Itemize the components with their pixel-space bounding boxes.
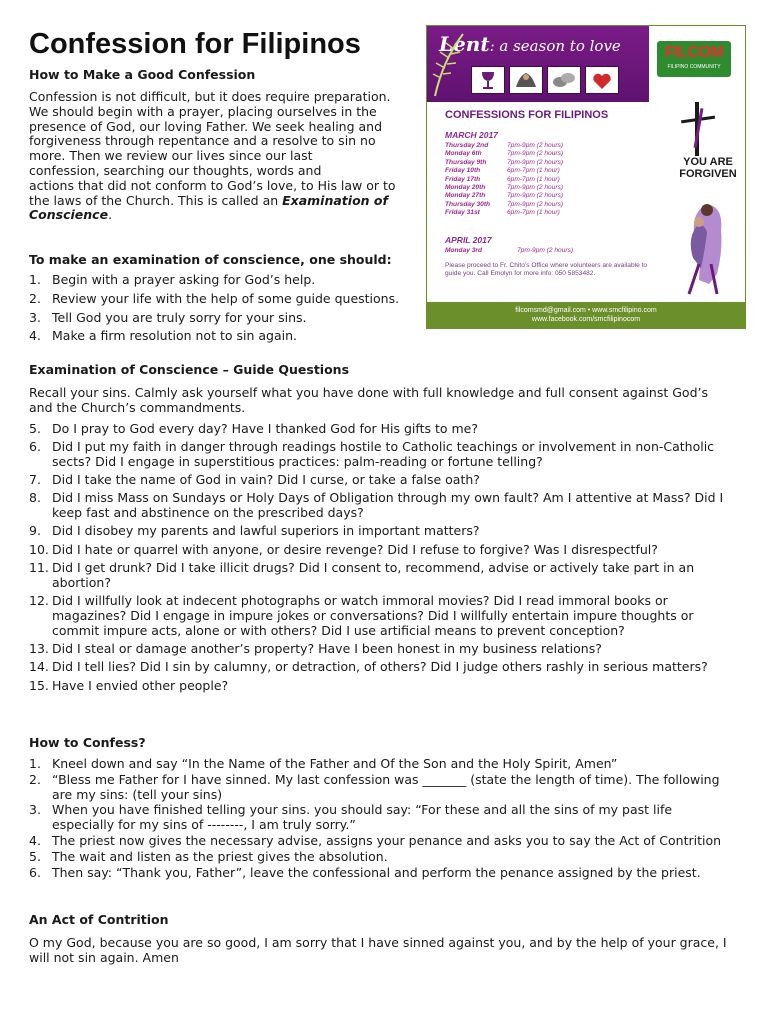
forgiven-line-1: YOU ARE bbox=[683, 156, 733, 168]
item-number: 9. bbox=[29, 523, 41, 539]
schedule-time: 7pm-9pm (2 hours) bbox=[507, 158, 564, 166]
schedule-row bbox=[445, 176, 563, 184]
schedule-row bbox=[445, 142, 563, 150]
para-period: . bbox=[108, 207, 113, 223]
item-text: Did I put my faith in danger through readings hostile to Catholic teachings or involvement in non-Catholic sects? Did I engage in superstitious practices: palm-reading or fortune telling? bbox=[52, 438, 715, 469]
item-number: 6. bbox=[29, 438, 41, 454]
para-line: Confession is not difficult, but it does require preparation. bbox=[29, 89, 391, 104]
para-line: more. Then we review our lives since our last bbox=[29, 148, 313, 164]
item-text: Did I tell lies? Did I sin by calumny, or detraction, of others? Did I judge others rashly in serious matters? bbox=[52, 659, 708, 675]
exam-term-2: Conscience bbox=[29, 207, 109, 223]
item-number: 15. bbox=[29, 677, 49, 693]
coins-icon bbox=[547, 66, 581, 94]
item-text: Did I hate or quarrel with anyone, or desire revenge? Did I refuse to forgive? Was I disrespectful? bbox=[52, 541, 658, 557]
schedule-time: 7pm-9pm (2 hours) bbox=[507, 150, 564, 158]
lent-word: Lent bbox=[439, 32, 490, 56]
schedule-time: 6pm-7pm (1 hour) bbox=[507, 167, 560, 175]
schedule-row bbox=[445, 150, 563, 158]
schedule-day: Friday 10th bbox=[445, 167, 481, 175]
item-text: Kneel down and say “In the Name of the Father and Of the Son and the Holy Spirit, Amen” bbox=[52, 756, 618, 771]
item-text: Did I get drunk? Did I take illicit drugs? Did I consent to, recommend, advise or actively take part in an abortion? bbox=[52, 559, 695, 590]
poster-heading: CONFESSIONS FOR FILIPINOS bbox=[445, 109, 609, 121]
item-text: “Bless me Father for I have sinned. My last confession was _______ (state the length of time). The following are my sins: (tell your sins) bbox=[52, 771, 720, 802]
schedule-time: 7pm-9pm (2 hours) bbox=[507, 184, 564, 192]
item-number: 5. bbox=[29, 848, 41, 864]
item-number: 8. bbox=[29, 490, 41, 506]
item-text: Did I steal or damage another’s property? Have I been honest in my business relations? bbox=[52, 640, 602, 656]
item-text: Do I pray to God every day? Have I thanked God for His gifts to me? bbox=[52, 420, 479, 436]
contrition-section bbox=[29, 912, 729, 966]
list-item bbox=[29, 642, 729, 657]
palm-leaf-icon bbox=[429, 30, 469, 100]
contrition-heading: An Act of Contrition bbox=[29, 912, 169, 927]
item-number: 6. bbox=[29, 864, 41, 880]
item-number: 1. bbox=[29, 272, 41, 287]
schedule-row bbox=[445, 192, 563, 200]
forgiven-line-2: FORGIVEN bbox=[679, 168, 737, 180]
item-text: Review your life with the help of some guide questions. bbox=[52, 290, 400, 306]
filcom-logo-subtext: FILIPINO COMMUNITY bbox=[667, 64, 721, 70]
item-number: 7. bbox=[29, 471, 41, 487]
april-schedule bbox=[445, 247, 573, 255]
para-line: actions that did not conform to God’s love, to His law or to bbox=[29, 177, 396, 193]
guide-intro: Recall your sins. Calmly ask yourself what you have done with full knowledge and full consent against God’s and the Church’s commandments. bbox=[29, 385, 708, 415]
list-item bbox=[29, 473, 729, 488]
schedule-day: Monday 20th bbox=[445, 184, 486, 192]
item-number: 1. bbox=[29, 756, 41, 771]
item-text: Tell God you are truly sorry for your sins. bbox=[52, 309, 307, 325]
item-text: Did I willfully look at indecent photographs or watch immoral movies? Did I read immoral books or magazines? Did I engage in impure jokes or conversations? Did I willfully entertain impure thoughts or commit impure acts, alone or with others? Did I use artificial means to prevent conception? bbox=[52, 593, 694, 638]
lent-banner bbox=[427, 26, 649, 102]
exam-term: Examination of bbox=[282, 192, 388, 208]
filcom-logo bbox=[657, 41, 731, 77]
item-number: 10. bbox=[29, 541, 49, 557]
heart-icon bbox=[585, 66, 619, 94]
how-to-confess-list bbox=[29, 757, 729, 880]
item-text: Did I disobey my parents and lawful superiors in important matters? bbox=[52, 523, 480, 539]
footer-facebook: www.facebook.com/smcfilipinocom bbox=[531, 316, 641, 323]
item-number: 3. bbox=[29, 309, 41, 325]
schedule-day: Thursday 9th bbox=[445, 158, 487, 166]
list-item bbox=[29, 292, 419, 307]
schedule-time: 7pm-9pm (2 hours) bbox=[517, 247, 574, 254]
cross-illustration bbox=[671, 98, 743, 298]
list-item bbox=[29, 524, 729, 539]
schedule-time: 7pm-9pm (2 hours) bbox=[507, 200, 564, 208]
schedule-row bbox=[445, 184, 563, 192]
schedule-row bbox=[445, 247, 573, 255]
para-line: presence of God, our loving Father. We seek healing and bbox=[29, 118, 383, 134]
list-item bbox=[29, 866, 729, 881]
item-text: The wait and listen as the priest gives the absolution. bbox=[52, 848, 388, 864]
contrition-text: O my God, because you are so good, I am sorry that I have sinned against you, and by the help of your grace, I will not sin again. Amen bbox=[29, 935, 727, 965]
poster-notice: Please proceed to Fr. Chito’s Office where volunteers are available to guide you. Call Emolyn for more info: 050 5853482. bbox=[445, 262, 648, 278]
list-item bbox=[29, 803, 729, 833]
list-item bbox=[29, 834, 729, 849]
schedule-day: Monday 6th bbox=[445, 150, 482, 158]
guide-heading: Examination of Conscience – Guide Questions bbox=[29, 362, 350, 377]
good-confession-section bbox=[29, 67, 419, 223]
item-text: When you have finished telling your sins. you should say: “For these and all the sins of my past life especially for my sins of --------, I am truly sorry.” bbox=[52, 802, 673, 833]
list-item bbox=[29, 329, 419, 344]
list-item bbox=[29, 543, 729, 558]
schedule-time: 6pm-7pm (1 hour) bbox=[507, 175, 560, 183]
schedule-day: Thursday 2nd bbox=[445, 142, 489, 149]
how-to-confess-heading: How to Confess? bbox=[29, 735, 146, 750]
item-number: 2. bbox=[29, 290, 41, 306]
schedule-day: Thursday 30th bbox=[445, 200, 491, 208]
good-confession-heading: How to Make a Good Confession bbox=[29, 67, 256, 82]
list-item bbox=[29, 422, 729, 437]
item-number: 14. bbox=[29, 659, 49, 675]
footer-contact: filcomsmd@gmail.com • www.smcfilipino.com bbox=[515, 307, 657, 314]
forgiven-text bbox=[673, 156, 743, 180]
item-text: Have I envied other people? bbox=[52, 677, 229, 693]
lent-tagline: : a season to love bbox=[489, 37, 621, 55]
chalice-icon bbox=[471, 66, 505, 94]
schedule-row bbox=[445, 167, 563, 175]
list-item bbox=[29, 679, 729, 694]
page-title: Confession for Filipinos bbox=[29, 28, 361, 60]
item-text: Begin with a prayer asking for God’s help. bbox=[52, 272, 316, 287]
list-item bbox=[29, 773, 729, 803]
schedule-row bbox=[445, 201, 563, 209]
item-text: The priest now gives the necessary advise, assigns your penance and asks you to say the Act of Contrition bbox=[52, 832, 722, 848]
para-line: We should begin with a prayer, placing ourselves in the bbox=[29, 103, 377, 119]
item-number: 4. bbox=[29, 328, 41, 344]
examination-list bbox=[29, 273, 419, 344]
item-text: Make a firm resolution not to sin again. bbox=[52, 328, 297, 344]
schedule-day: Friday 17th bbox=[445, 175, 481, 183]
item-number: 2. bbox=[29, 771, 41, 787]
list-item bbox=[29, 850, 729, 865]
item-text: Did I miss Mass on Sundays or Holy Days of Obligation through my own fault? Am I attentive at Mass? Did I keep fast and abstinence on the prescribed days? bbox=[52, 490, 724, 521]
schedule-time: 6pm-7pm (1 hour) bbox=[507, 209, 560, 217]
examination-section bbox=[29, 252, 419, 348]
march-label: MARCH 2017 bbox=[445, 130, 498, 140]
item-number: 12. bbox=[29, 593, 49, 609]
item-text: Did I take the name of God in vain? Did I curse, or take a false oath? bbox=[52, 471, 480, 487]
filcom-logo-text: FILCOM bbox=[664, 44, 724, 61]
item-number: 4. bbox=[29, 832, 41, 848]
schedule-row bbox=[445, 159, 563, 167]
good-confession-paragraph bbox=[29, 90, 419, 223]
how-to-confess-section bbox=[29, 735, 729, 881]
confession-schedule-poster bbox=[426, 25, 746, 329]
item-text: Then say: “Thank you, Father”, leave the confessional and perform the penance assigned by the priest. bbox=[52, 864, 701, 880]
poster-footer bbox=[427, 302, 745, 329]
list-item bbox=[29, 273, 419, 288]
item-number: 3. bbox=[29, 802, 41, 818]
list-item bbox=[29, 311, 419, 326]
list-item bbox=[29, 491, 729, 521]
guide-list bbox=[29, 422, 729, 694]
guide-section bbox=[29, 362, 729, 697]
list-item bbox=[29, 660, 729, 675]
list-item bbox=[29, 757, 729, 772]
schedule-time: 7pm-9pm (2 hours) bbox=[507, 142, 564, 149]
schedule-day: Monday 3rd bbox=[445, 247, 483, 254]
para-line bbox=[29, 208, 419, 223]
para-line-text: the laws of the Church. This is called an bbox=[29, 192, 283, 208]
schedule-day: Friday 31st bbox=[445, 209, 480, 217]
schedule-day: Monday 27th bbox=[445, 192, 486, 200]
para-line bbox=[29, 194, 419, 209]
item-number: 5. bbox=[29, 420, 41, 436]
march-schedule bbox=[445, 142, 563, 218]
schedule-row bbox=[445, 209, 563, 217]
list-item bbox=[29, 594, 729, 638]
list-item bbox=[29, 561, 729, 591]
schedule-time: 7pm-9pm (2 hours) bbox=[507, 192, 564, 200]
item-number: 13. bbox=[29, 640, 49, 656]
item-number: 11. bbox=[29, 559, 49, 575]
april-label: APRIL 2017 bbox=[445, 235, 492, 245]
list-item bbox=[29, 440, 729, 470]
hands-icon bbox=[509, 66, 543, 94]
para-line: confession, searching our thoughts, words and bbox=[29, 162, 322, 178]
examination-heading: To make an examination of conscience, one should: bbox=[29, 252, 392, 267]
para-line: forgiveness through repentance and a resolve to sin no bbox=[29, 133, 376, 149]
